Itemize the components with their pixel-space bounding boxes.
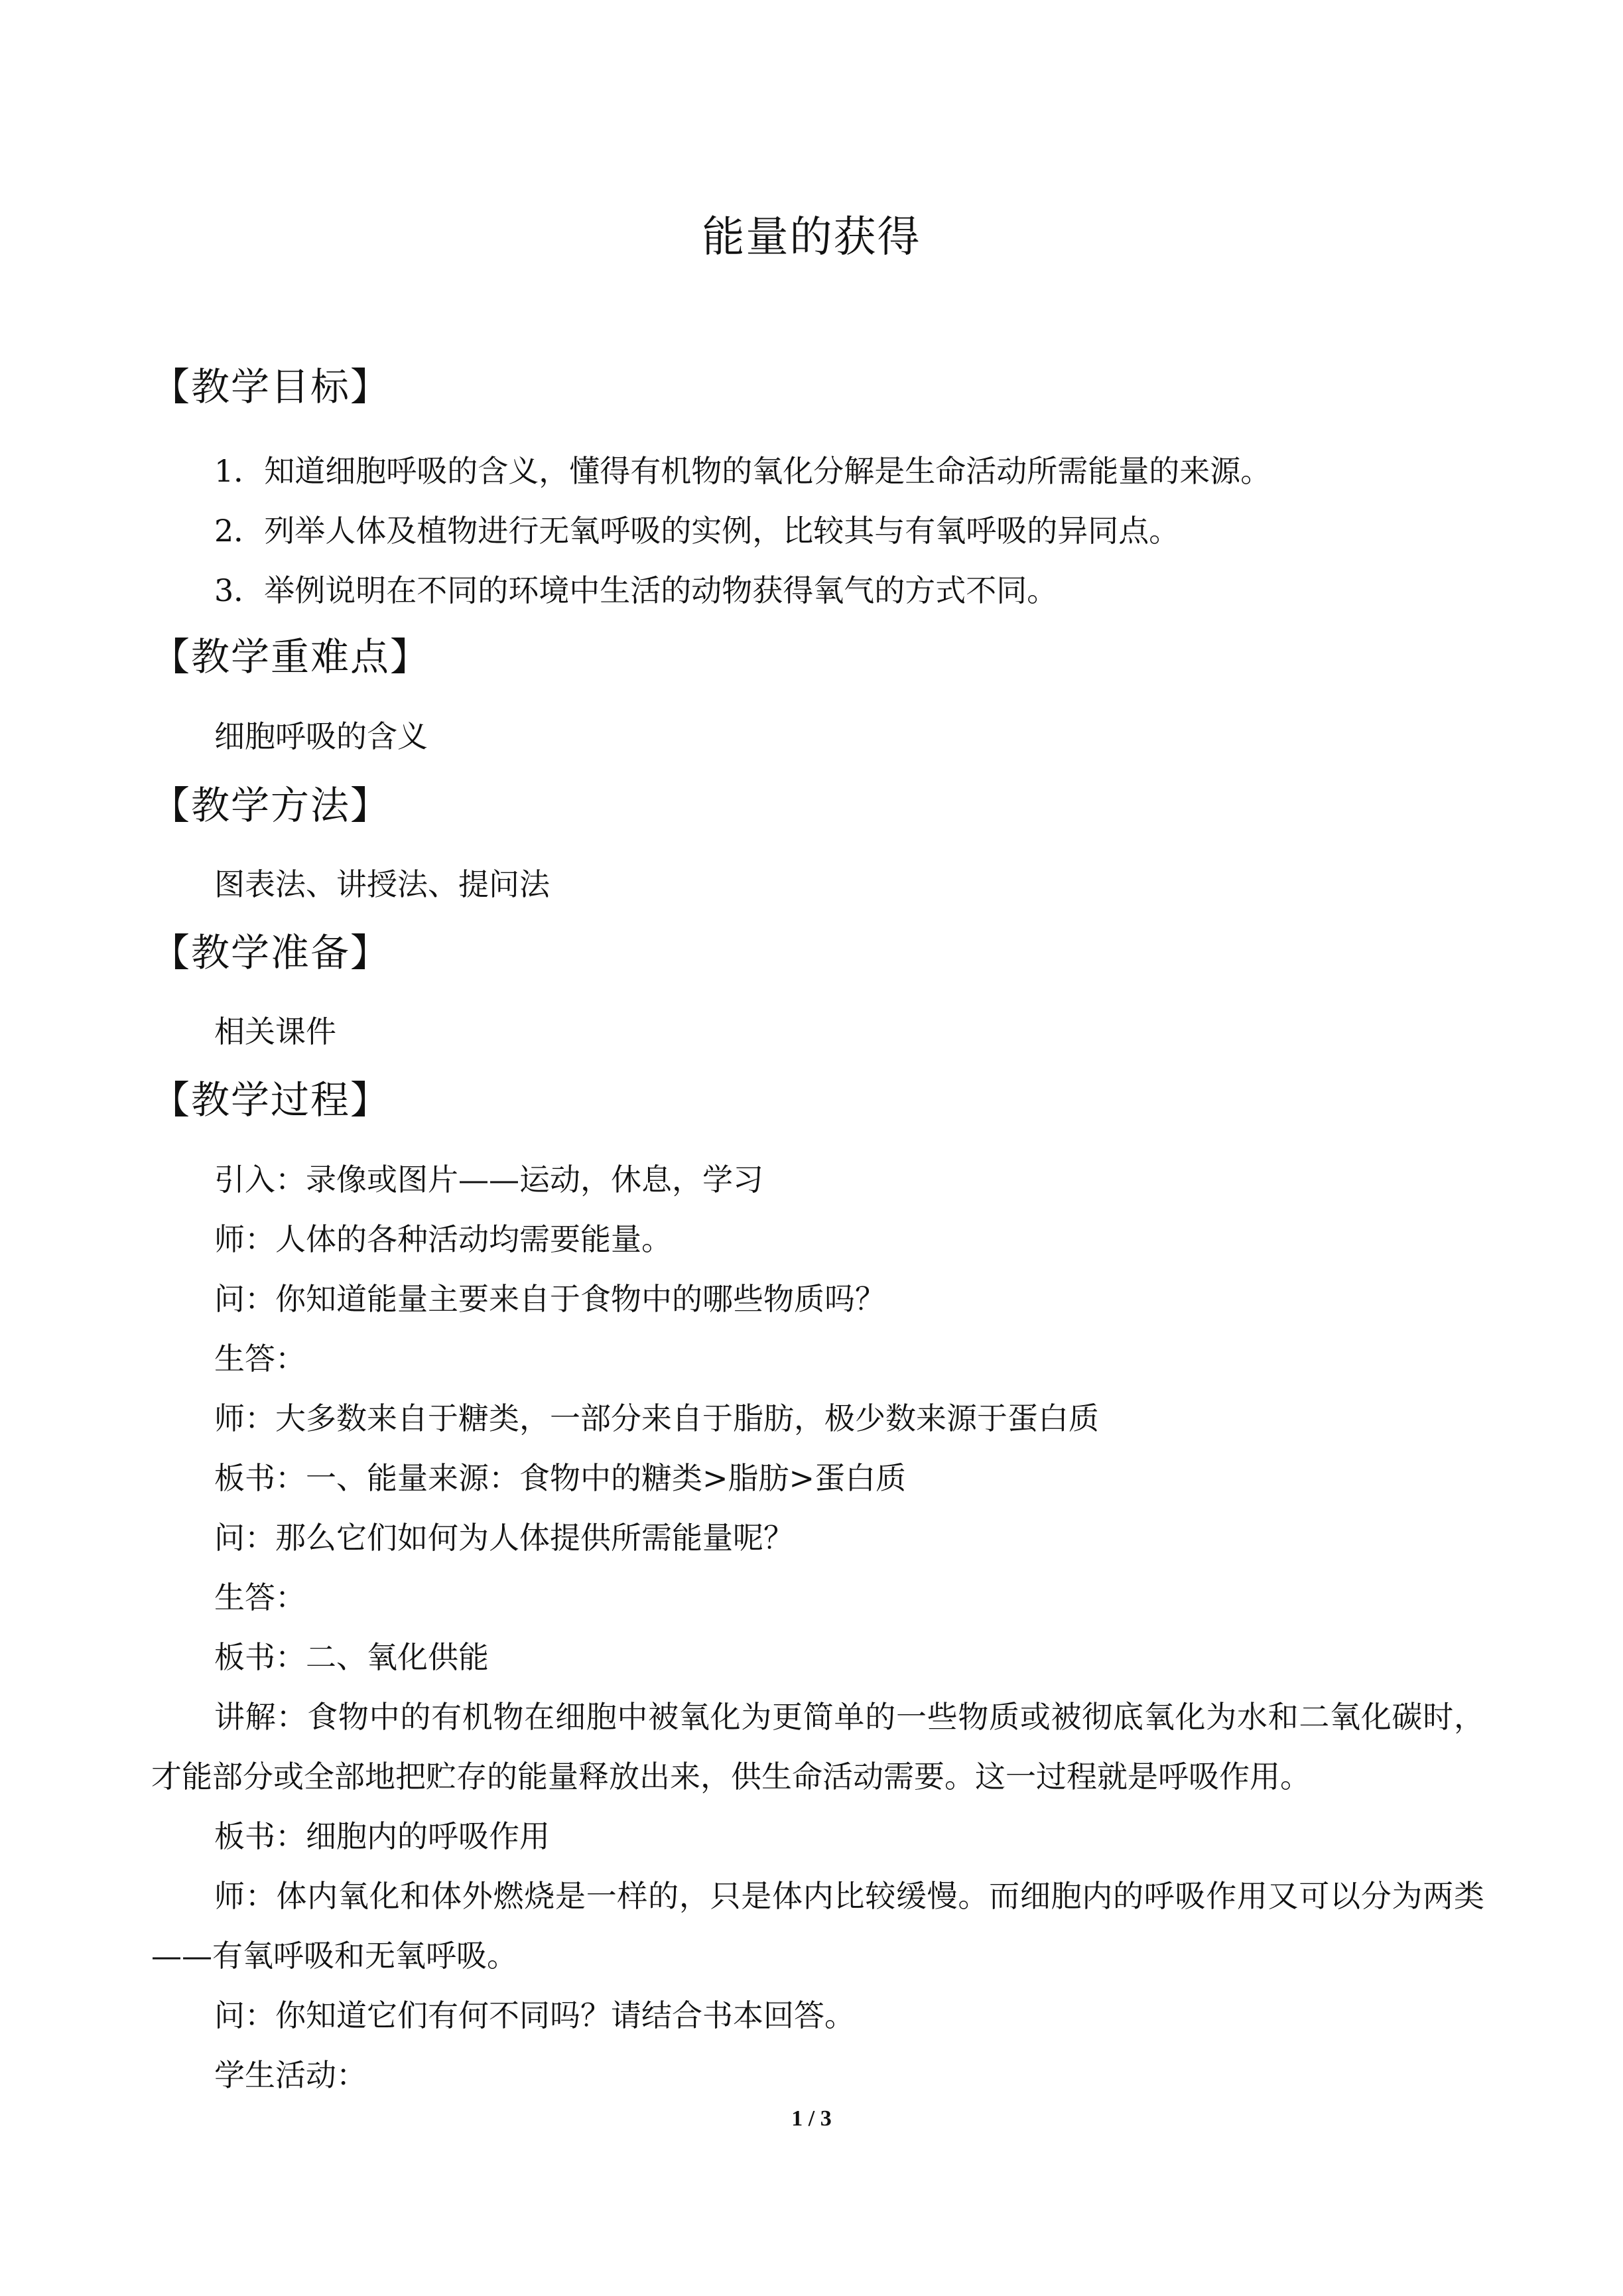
goal-item: 3．举例说明在不同的环境中生活的动物获得氧气的方式不同。 [214,573,1058,608]
process-line: 问：你知道能量主要来自于食物中的哪些物质吗？ [214,1281,885,1317]
process-line: 板书：二、氧化供能 [214,1639,489,1675]
process-paragraph: 讲解：食物中的有机物在细胞中被氧化为更简单的一些物质或被彻底氧化为水和二氧化碳时，才能部分或全部地把贮存的能量释放出来，供生命活动需要。这一过程就是呼吸作用。 [151,1699,1484,1794]
process-line: 问：那么它们如何为人体提供所需能量呢？ [214,1520,794,1556]
goal-item: 2．列举人体及植物进行无氧呼吸的实例，比较其与有氧呼吸的异同点。 [214,513,1180,549]
section-heading-process: 【教学过程】 [151,1077,391,1122]
preparation-text: 相关课件 [214,1014,336,1049]
methods-text: 图表法、讲授法、提问法 [214,866,550,902]
section-heading-methods: 【教学方法】 [151,783,391,828]
page-number: 1 / 3 [791,2106,832,2131]
process-line: 板书：细胞内的呼吸作用 [214,1818,550,1854]
process-line: 板书：一、能量来源：食物中的糖类>脂肪>蛋白质 [214,1460,907,1496]
process-line: 师：大多数来自于糖类，一部分来自于脂肪，极少数来源于蛋白质 [214,1400,1099,1436]
process-line: 引入：录像或图片——运动，休息，学习 [214,1162,763,1197]
process-line: 问：你知道它们有何不同吗？请结合书本回答。 [214,1997,855,2033]
section-heading-key-points: 【教学重难点】 [151,634,430,679]
key-points-text: 细胞呼吸的含义 [214,718,428,754]
document-title: 能量的获得 [702,213,921,262]
section-heading-preparation: 【教学准备】 [151,930,391,975]
process-line: 生答： [214,1341,306,1377]
process-line: 师：人体的各种活动均需要能量。 [214,1221,672,1257]
goal-item: 1．知道细胞呼吸的含义，懂得有机物的氧化分解是生命活动所需能量的来源。 [214,453,1271,489]
process-line: 生答： [214,1580,306,1615]
process-paragraph: 师：体内氧化和体外燃烧是一样的，只是体内比较缓慢。而细胞内的呼吸作用又可以分为两类——有氧呼吸和无氧呼吸。 [151,1878,1484,1974]
process-line: 学生活动： [214,2057,367,2093]
section-heading-goals: 【教学目标】 [151,364,391,409]
